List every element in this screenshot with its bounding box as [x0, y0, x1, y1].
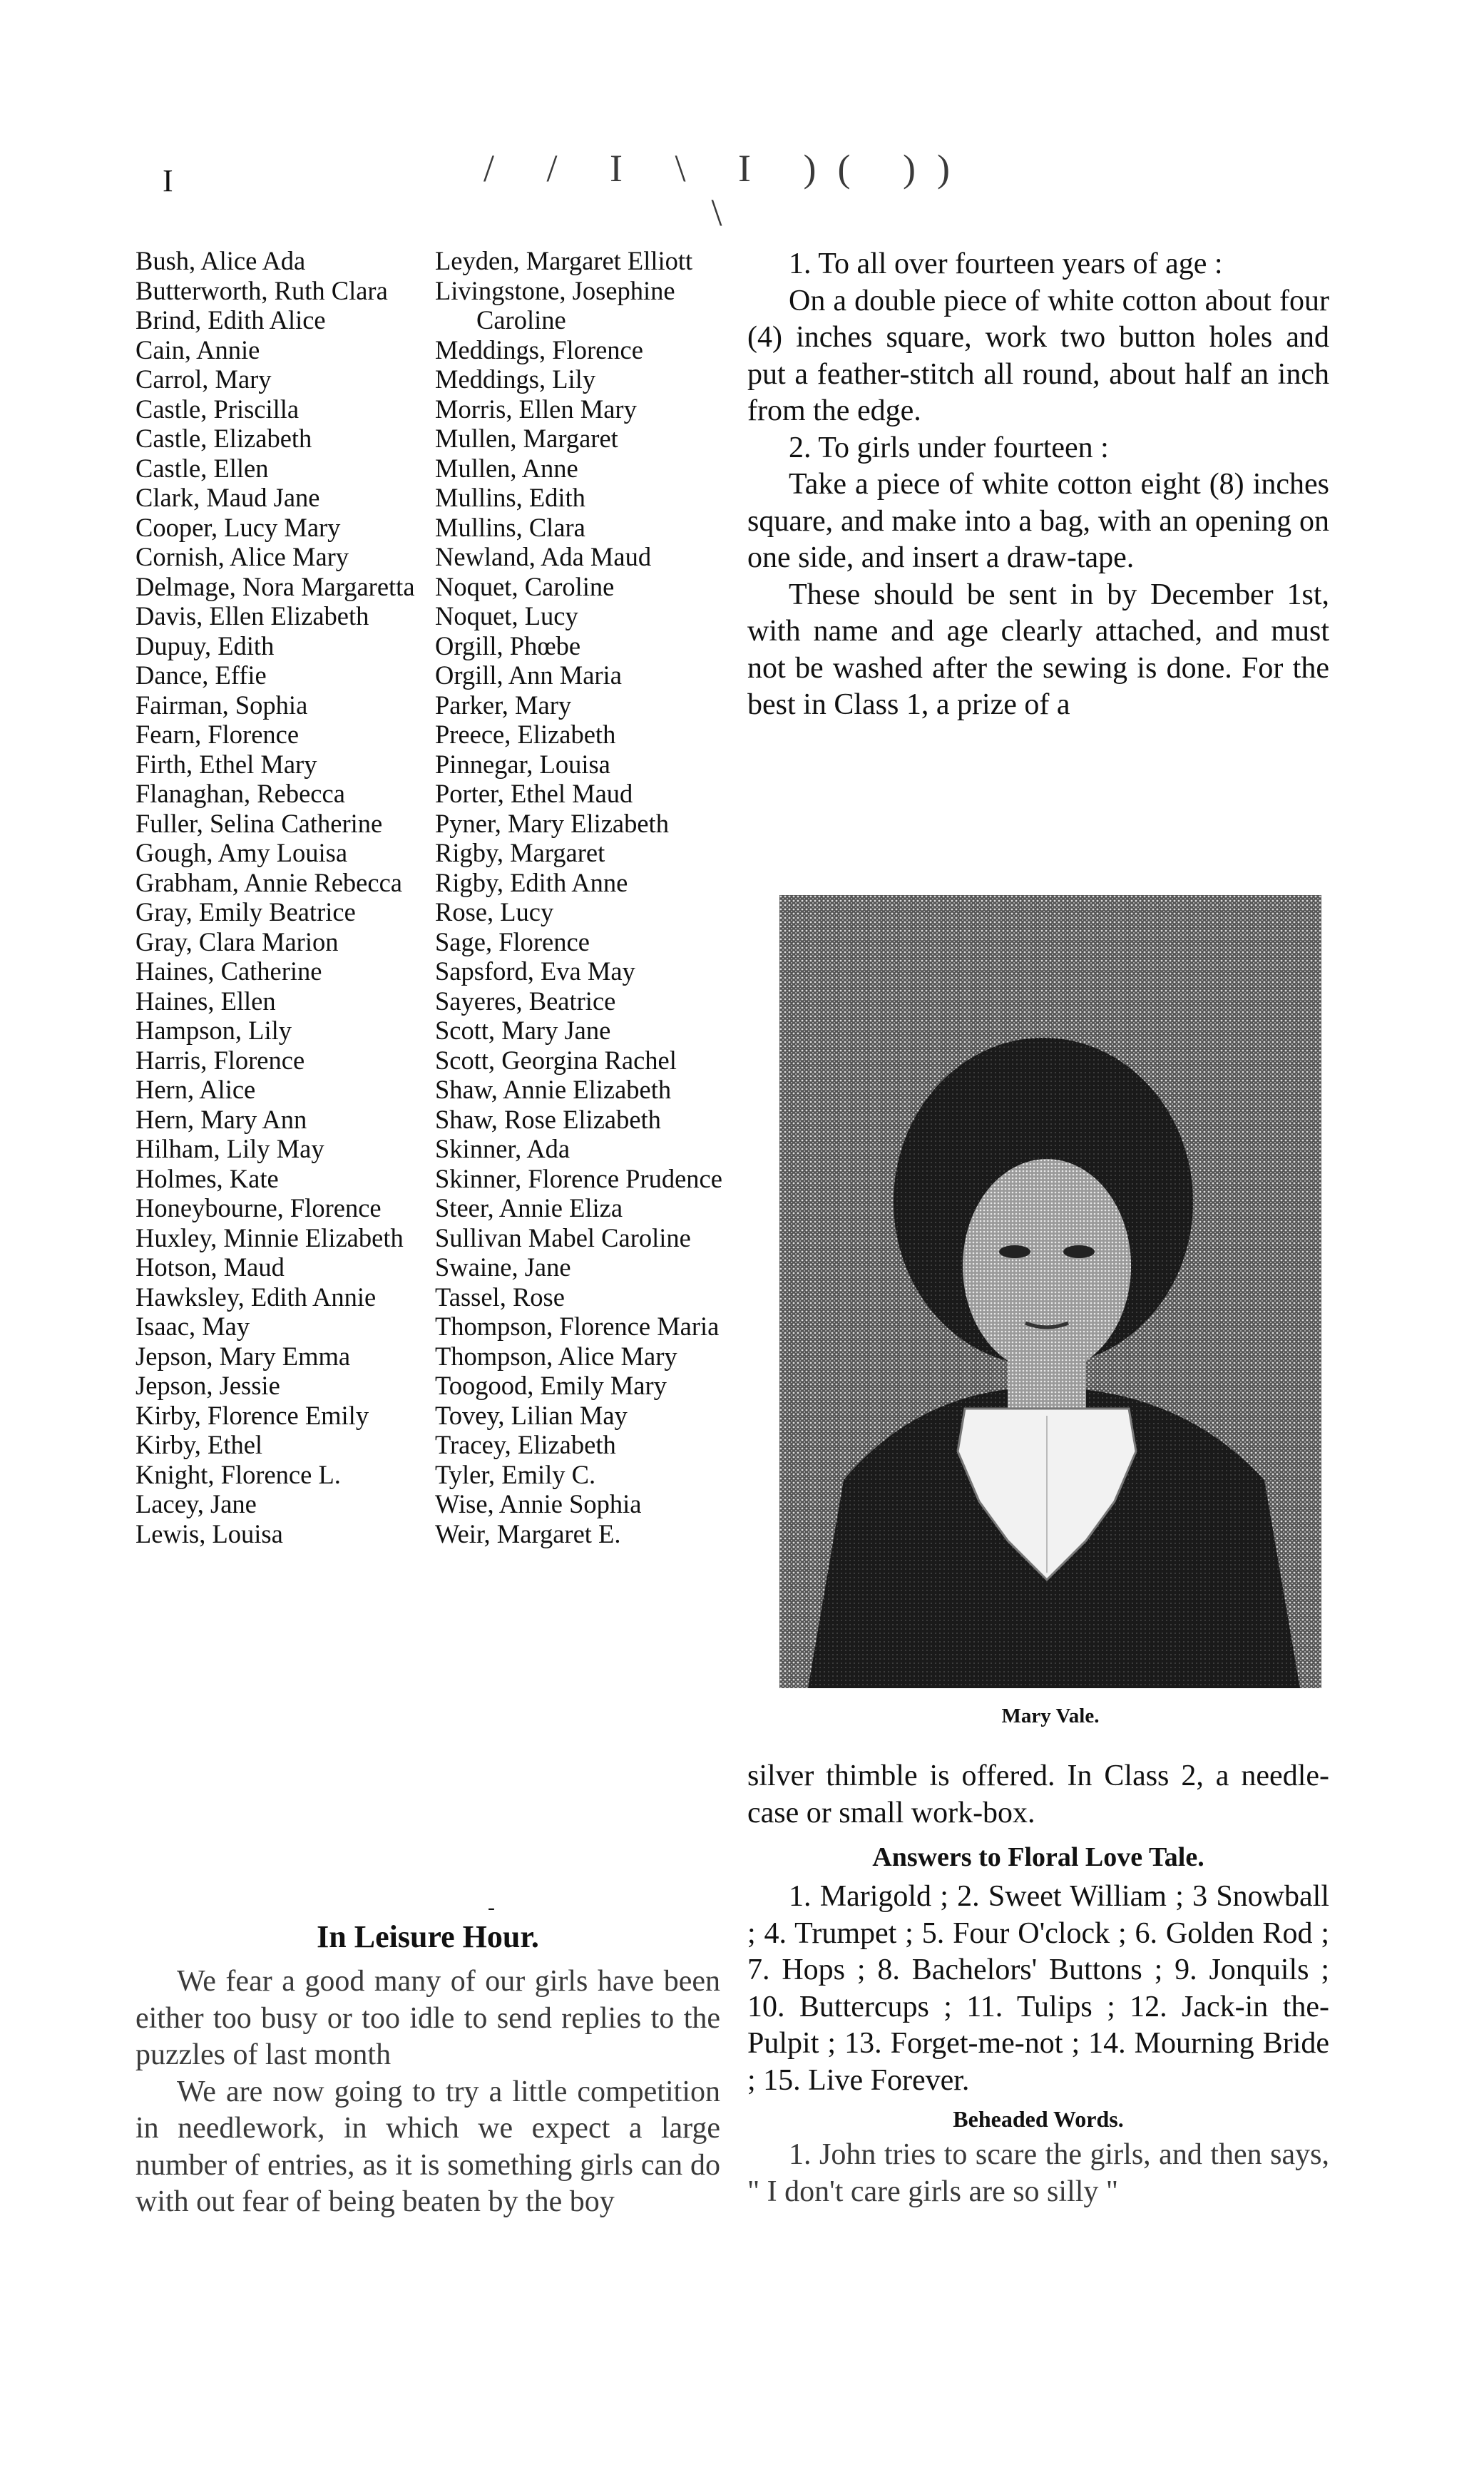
name-entry: Hawksley, Edith Annie: [135, 1282, 377, 1312]
name-entry: Butterworth, Ruth Clara: [135, 275, 388, 305]
name-entry: Hern, Mary Ann: [135, 1104, 307, 1134]
name-entry: Cain, Annie: [135, 334, 260, 364]
name-entry: Castle, Priscilla: [135, 394, 300, 424]
name-entry: Tracey, Elizabeth: [435, 1430, 616, 1459]
name-entry: Cooper, Lucy Mary: [135, 512, 341, 542]
name-entry: Wise, Annie Sophia: [435, 1489, 642, 1518]
name-entry: Davis, Ellen Elizabeth: [135, 601, 369, 630]
name-entry: Rigby, Margaret: [435, 838, 605, 867]
name-entry: Noquet, Caroline: [435, 571, 615, 601]
name-entry: Newland, Ada Maud: [435, 542, 652, 571]
name-entry: Skinner, Florence Prudence: [435, 1163, 722, 1193]
name-entry: Meddings, Lily: [435, 364, 596, 394]
name-entry: Tyler, Emily C.: [435, 1459, 596, 1489]
name-entry: Parker, Mary: [435, 690, 572, 720]
page-marker: I: [163, 163, 173, 198]
leisure-heading: In Leisure Hour.: [317, 1919, 539, 1954]
name-entry: Dance, Effie: [135, 660, 267, 690]
name-entry: Weir, Margaret E.: [435, 1518, 621, 1548]
name-entry: Castle, Elizabeth: [135, 424, 312, 453]
name-entry: Orgill, Ann Maria: [435, 660, 622, 690]
name-entry: Clark, Maud Jane: [135, 483, 320, 512]
name-entry: Castle, Ellen: [135, 453, 269, 483]
rule-class-2-heading: 2. To girls under fourteen :: [789, 431, 1109, 464]
name-entry: Dupuy, Edith: [135, 630, 275, 660]
name-entry: Haines, Catherine: [135, 956, 322, 986]
name-entry: Sullivan Mabel Caroline: [435, 1222, 691, 1252]
name-entry: Mullen, Anne: [435, 453, 578, 483]
name-entry: Porter, Ethel Maud: [435, 779, 633, 808]
name-entry: Sage, Florence: [435, 926, 590, 956]
name-entry: Brind, Edith Alice: [135, 305, 326, 334]
name-entry: Jepson, Jessie: [135, 1371, 280, 1400]
name-entry: Skinner, Ada: [435, 1134, 570, 1163]
leisure-section: [135, 1919, 720, 2221]
leisure-paragraph-2: We are now going to try a little competition in needlework, in which we expect a large number of entries, as it is something girls can do with out fear of being beaten by the boy: [135, 2075, 720, 2218]
name-entry: Mullen, Margaret: [435, 424, 618, 453]
portrait-image: [779, 895, 1321, 1688]
name-entry: Scott, Mary Jane: [435, 1016, 611, 1045]
name-entry: Lacey, Jane: [135, 1489, 257, 1518]
name-entry: Pyner, Mary Elizabeth: [435, 808, 669, 838]
name-entry: Sayeres, Beatrice: [435, 986, 616, 1016]
name-entry: Grabham, Annie Rebecca: [135, 867, 402, 897]
name-entry: Morris, Ellen Mary: [435, 394, 637, 424]
name-entry: Leyden, Margaret Elliott: [435, 246, 693, 275]
beheaded-text: 1. John tries to scare the girls, and then says, " I don't care girls are so silly ": [747, 2138, 1329, 2208]
name-entry: Haines, Ellen: [135, 986, 276, 1016]
name-entry: Noquet, Lucy: [435, 601, 578, 630]
name-entry: Kirby, Ethel: [135, 1430, 263, 1459]
name-entry: Hilham, Lily May: [135, 1134, 324, 1163]
name-entry: Honeybourne, Florence: [135, 1193, 382, 1222]
names-column-2: [435, 246, 727, 1548]
name-entry: Knight, Florence L.: [135, 1459, 341, 1489]
answers-text: 1. Marigold ; 2. Sweet William ; 3 Snowball ; 4. Trumpet ; 5. Four O'clock ; 6. Golden Rod ; 7. Hops ; 8. Bachelors' Buttons ; 9. Jonquils ; 10. Buttercups ; 11. Tulips ; 12. Jack-in the-Pulpit ; 13. Forget-me-not ; 14. Mourning Bride ; 15. Live Forever.: [747, 1880, 1329, 2097]
rule-class-1-heading: 1. To all over fourteen years of age :: [789, 247, 1223, 280]
name-entry: Meddings, Florence: [435, 334, 643, 364]
name-entry: Fearn, Florence: [135, 720, 300, 749]
portrait-photo: [779, 895, 1321, 1694]
name-entry: Flanaghan, Rebecca: [135, 779, 345, 808]
name-entry: Preece, Elizabeth: [435, 720, 616, 749]
name-entry: Cornish, Alice Mary: [135, 542, 349, 571]
name-entry: Hotson, Maud: [135, 1252, 285, 1282]
name-entry: Holmes, Kate: [135, 1163, 279, 1193]
name-entry: Orgill, Phœbe: [435, 630, 581, 660]
name-entry: Jepson, Mary Emma: [135, 1341, 351, 1371]
name-entry: Bush, Alice Ada: [135, 246, 306, 275]
name-entry: Lewis, Louisa: [135, 1518, 283, 1548]
section-divider: -: [488, 1896, 495, 1919]
name-entry: Livingstone, Josephine Caroline: [435, 275, 675, 334]
name-entry: Fuller, Selina Catherine: [135, 808, 383, 838]
name-entry: Shaw, Rose Elizabeth: [435, 1104, 661, 1134]
name-entry: Tovey, Lilian May: [435, 1400, 628, 1430]
rule-class-1-text: On a double piece of white cotton about four (4) inches square, work two button holes and put a feather-stitch all round, about half an inch from the edge.: [747, 284, 1329, 427]
name-entry: Hern, Alice: [135, 1075, 256, 1104]
leisure-paragraph-1: We fear a good many of our girls have been either too busy or too idle to send replies to the puzzles of last month: [135, 1965, 720, 2071]
name-entry: Delmage, Nora Margaretta: [135, 571, 415, 601]
competition-rules: [747, 246, 1329, 724]
name-entry: Thompson, Alice Mary: [435, 1341, 677, 1371]
name-entry: Steer, Annie Eliza: [435, 1193, 623, 1222]
name-entry: Tassel, Rose: [435, 1282, 565, 1312]
name-entry: Rigby, Edith Anne: [435, 867, 628, 897]
name-entry: Isaac, May: [135, 1312, 250, 1341]
name-entry: Mullins, Edith: [435, 483, 585, 512]
name-entry: Swaine, Jane: [435, 1252, 571, 1282]
name-entry: Harris, Florence: [135, 1045, 305, 1075]
running-header: / / I \ I )( )) \: [483, 147, 971, 234]
name-entry: Pinnegar, Louisa: [435, 749, 610, 779]
name-entry: Gough, Amy Louisa: [135, 838, 348, 867]
name-entry: Mullins, Clara: [435, 512, 585, 542]
photo-caption: Mary Vale.: [1001, 1705, 1100, 1727]
name-entry: Firth, Ethel Mary: [135, 749, 317, 779]
name-entry: Gray, Emily Beatrice: [135, 897, 356, 926]
name-entry: Thompson, Florence Maria: [435, 1312, 720, 1341]
names-column-1: [135, 246, 428, 1548]
name-entry: Scott, Georgina Rachel: [435, 1045, 677, 1075]
name-entry: Huxley, Minnie Elizabeth: [135, 1222, 404, 1252]
prize-continuation: silver thimble is offered. In Class 2, a needle-case or small work-box.: [747, 1760, 1329, 1829]
name-entry: Gray, Clara Marion: [135, 926, 339, 956]
answers-heading: Answers to Floral Love Tale.: [872, 1842, 1204, 1872]
name-entry: Rose, Lucy: [435, 897, 554, 926]
beheaded-heading: Beheaded Words.: [953, 2106, 1124, 2132]
rule-class-2-text: Take a piece of white cotton eight (8) inches square, and make into a bag, with an opening on one side, and insert a draw-tape.: [747, 468, 1329, 574]
name-entry: Sapsford, Eva May: [435, 956, 635, 986]
name-entry: Toogood, Emily Mary: [435, 1371, 667, 1400]
name-entry: Shaw, Annie Elizabeth: [435, 1075, 672, 1104]
name-entry: Kirby, Florence Emily: [135, 1400, 369, 1430]
answers-section: [747, 1758, 1329, 2210]
name-entry: Carrol, Mary: [135, 364, 272, 394]
rule-submission-text: These should be sent in by December 1st, with name and age clearly attached, and must not be washed after the sewing is done. For the best in Class 1, a prize of a: [747, 578, 1329, 721]
name-entry: Hampson, Lily: [135, 1016, 292, 1045]
name-entry: Fairman, Sophia: [135, 690, 308, 720]
